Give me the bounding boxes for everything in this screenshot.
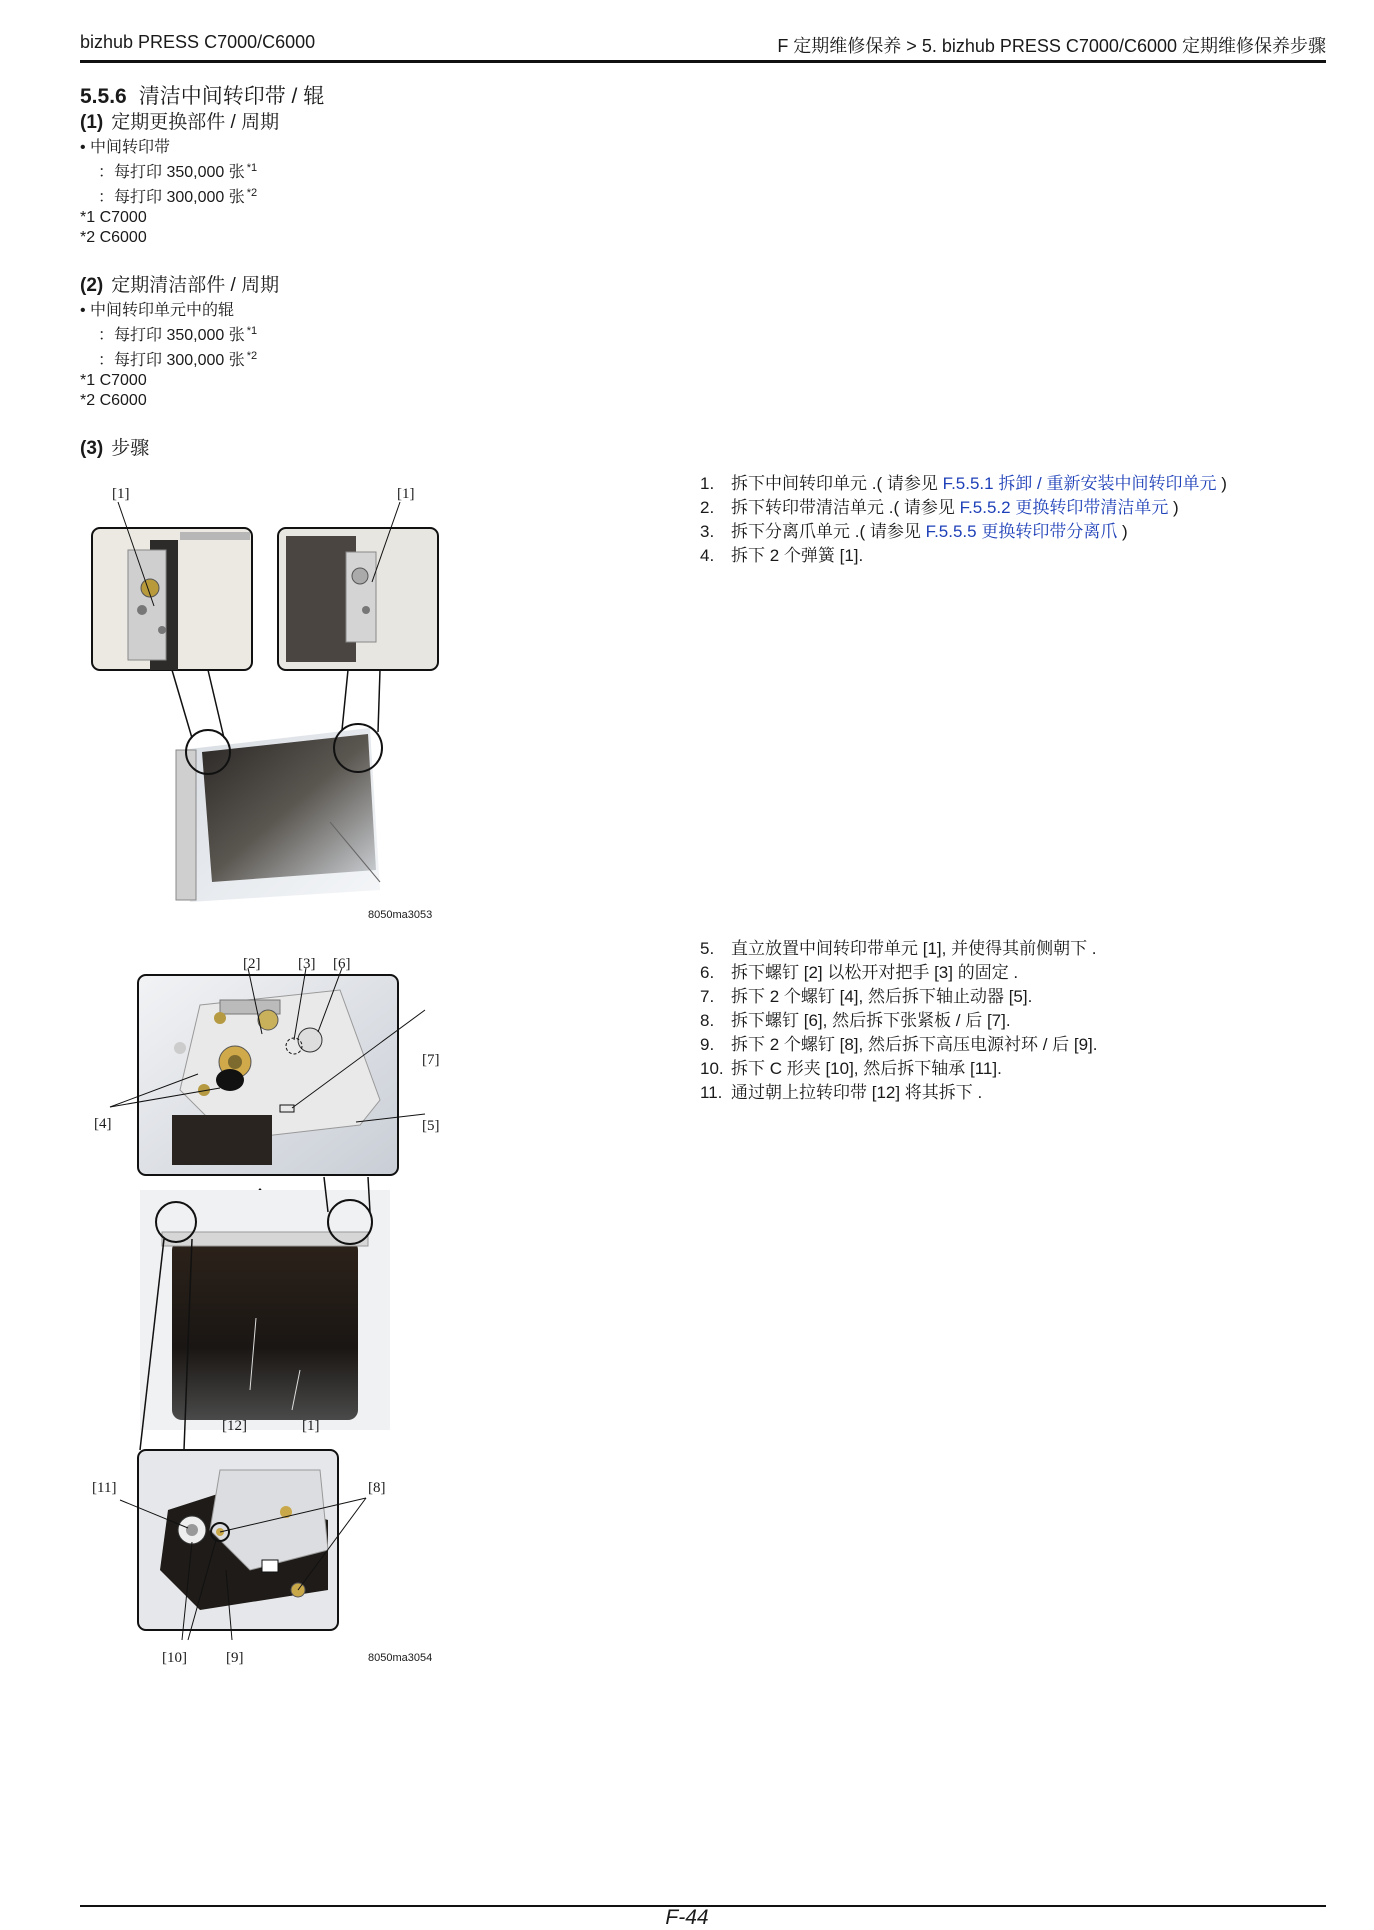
step-item: 7. 拆下 2 个螺钉 [4], 然后拆下轴止动器 [5]. xyxy=(700,987,1033,1006)
main-unit-photo xyxy=(176,728,380,902)
callout-label: [1] xyxy=(397,486,415,502)
step-item: 3. 拆下分离爪单元 .( 请参见 F.5.5.5 更换转印带分离爪 ) xyxy=(700,522,1128,541)
subsection-2-heading xyxy=(80,270,279,297)
section-title-text: 清洁中间转印带 / 辊 xyxy=(138,85,325,108)
subsection-3-heading xyxy=(80,433,149,460)
subsection-1-number: (1) xyxy=(80,112,104,133)
figure-code: 8050ma3053 xyxy=(368,909,433,921)
callout-label: [3] xyxy=(298,956,316,972)
callout-label: [11] xyxy=(92,1480,117,1496)
step-item: 5. 直立放置中间转印带单元 [1], 并使得其前侧朝下 . xyxy=(700,939,1097,958)
cross-ref-link[interactable]: F.5.5.1 拆卸 / 重新安装中间转印单元 xyxy=(942,474,1217,493)
step-item: 4. 拆下 2 个弹簧 [1]. xyxy=(700,546,864,565)
cross-ref-link[interactable]: F.5.5.2 更换转印带清洁单元 xyxy=(959,498,1169,517)
interval-line: ：每打印 350,000 张 $^{*1}$ xyxy=(98,325,258,344)
callout-label: [4] xyxy=(94,1116,112,1132)
header-rule xyxy=(80,60,1326,63)
callout-label: [7] xyxy=(422,1052,440,1068)
callout-label: [6] xyxy=(333,956,351,972)
cross-ref-link[interactable]: F.5.5.5 更换转印带分离爪 xyxy=(925,522,1118,541)
bullet-item: • 中间转印带 xyxy=(80,139,171,156)
callout-label: [10] xyxy=(162,1650,187,1666)
interval-line: ：每打印 300,000 张 $^{*2}$ xyxy=(98,187,258,206)
section-number: 5.5.6 xyxy=(80,85,127,108)
subsection-2-body xyxy=(80,301,257,411)
steps-list-a xyxy=(700,472,1227,568)
callout-label: [2] xyxy=(243,956,261,972)
step-item: 9. 拆下 2 个螺钉 [8], 然后拆下高压电源衬环 / 后 [9]. xyxy=(700,1035,1098,1054)
callout-label: [1] xyxy=(302,1418,320,1434)
callout-label: [12] xyxy=(222,1418,247,1434)
step-item: 1. 拆下中间转印单元 .( 请参见 F.5.5.1 拆卸 / 重新安装中间转印单元 ) xyxy=(700,474,1227,493)
step-item: 2. 拆下转印带清洁单元 .( 请参见 F.5.5.2 更换转印带清洁单元 ) xyxy=(700,498,1179,517)
section-title xyxy=(80,80,324,110)
subsection-3-title: 步骤 xyxy=(111,438,150,459)
subsection-2-number: (2) xyxy=(80,275,104,296)
step-item: 10. 拆下 C 形夹 [10], 然后拆下轴承 [11]. xyxy=(700,1059,1002,1078)
inset-photo-right xyxy=(278,528,438,670)
interval-line: ：每打印 350,000 张 $^{*1}$ xyxy=(98,162,258,181)
figure-code: 8050ma3054 xyxy=(368,1652,433,1664)
steps-list-b xyxy=(700,937,1098,1105)
subsection-1-body xyxy=(80,138,257,248)
figure-2-illustration xyxy=(80,950,460,1650)
page-number: F-44 xyxy=(665,1906,709,1929)
callout-label: [8] xyxy=(368,1480,386,1496)
callout-label: [5] xyxy=(422,1118,440,1134)
footnote: *2 C6000 xyxy=(80,229,147,246)
subsection-3-number: (3) xyxy=(80,438,104,459)
subsection-2-title: 定期清洁部件 / 周期 xyxy=(111,275,280,296)
figure-1-illustration xyxy=(80,470,460,930)
footnote: *1 C7000 xyxy=(80,209,147,226)
footnote: *2 C6000 xyxy=(80,392,147,409)
callout-label: [9] xyxy=(226,1650,244,1666)
header-breadcrumb: F 定期维修保养 > 5. bizhub PRESS C7000/C6000 定期维修保养步骤 xyxy=(777,36,1326,56)
inset-photo-bottom xyxy=(138,1450,338,1630)
footnote: *1 C7000 xyxy=(80,372,147,389)
inset-photo-left xyxy=(92,528,252,670)
bullet-item: • 中间转印单元中的辊 xyxy=(80,302,235,319)
main-belt-unit-photo xyxy=(140,1190,390,1430)
subsection-1-heading xyxy=(80,107,279,134)
step-item: 6. 拆下螺钉 [2] 以松开对把手 [3] 的固定 . xyxy=(700,963,1019,982)
callout-label: [1] xyxy=(112,486,130,502)
subsection-1-title: 定期更换部件 / 周期 xyxy=(111,112,280,133)
step-item: 8. 拆下螺钉 [6], 然后拆下张紧板 / 后 [7]. xyxy=(700,1011,1011,1030)
inset-photo-top xyxy=(138,975,398,1175)
step-item: 11. 通过朝上拉转印带 [12] 将其拆下 . xyxy=(700,1083,983,1102)
interval-line: ：每打印 300,000 张 $^{*2}$ xyxy=(98,350,258,369)
header-doc-title: bizhub PRESS C7000/C6000 xyxy=(80,32,316,52)
